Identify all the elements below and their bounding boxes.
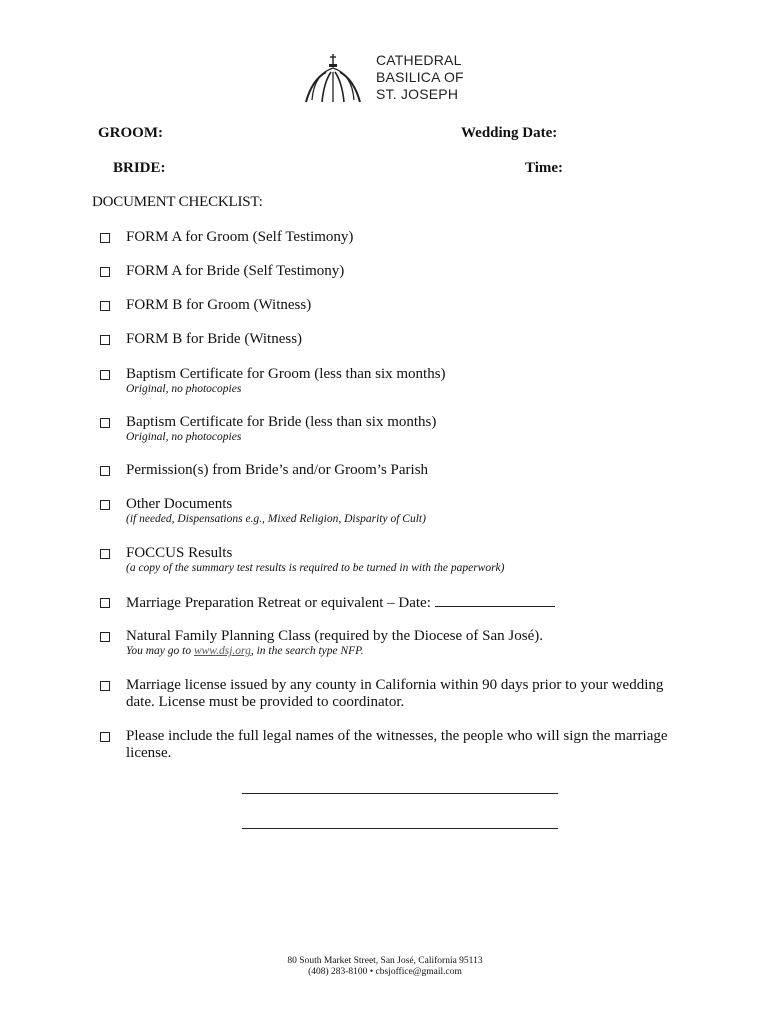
document-checklist-title: DOCUMENT CHECKLIST:: [92, 194, 263, 210]
item-note: [126, 644, 686, 658]
item-note: (if needed, Dispensations e.g., Mixed Religion, Disparity of Cult): [126, 513, 426, 525]
dome-cross-icon: [302, 52, 368, 106]
item-note: (a copy of the summary test results is required to be turned in with the paperwork): [126, 562, 505, 574]
checklist-item-baptism-bride: [100, 414, 680, 446]
checklist-item-baptism-groom: [100, 366, 680, 398]
item-note: Original, no photocopies: [126, 431, 242, 443]
checkbox[interactable]: [100, 301, 110, 311]
checkbox[interactable]: [100, 500, 110, 510]
item-note: Original, no photocopies: [126, 383, 242, 395]
checkbox[interactable]: [100, 466, 110, 476]
checklist-item-form-a-groom: [100, 229, 680, 249]
item-label: FOCCUS Results: [126, 545, 233, 561]
time-label: Time:: [525, 160, 564, 176]
item-label-row: [126, 594, 686, 612]
logo-line-3: ST. JOSEPH: [376, 86, 459, 102]
checkbox[interactable]: [100, 233, 110, 243]
footer-email: cbsjoffice@gmail.com: [375, 967, 462, 977]
item-label: Please include the full legal names of the witnesses, the people who will sign the marriage license.: [126, 728, 668, 761]
checklist-item-other-documents: [100, 496, 680, 528]
logo-line-1: CATHEDRAL: [376, 52, 462, 68]
checklist-item-form-a-bride: [100, 263, 680, 283]
checkbox[interactable]: [100, 267, 110, 277]
checkbox[interactable]: [100, 418, 110, 428]
checklist-item-marriage-license: [100, 677, 680, 713]
note-suffix: , in the search type NFP.: [250, 645, 364, 657]
witness-name-line-2[interactable]: [242, 828, 558, 829]
bride-label: BRIDE:: [113, 160, 166, 176]
checkbox[interactable]: [100, 370, 110, 380]
cathedral-logo: [302, 52, 472, 106]
retreat-date-blank[interactable]: [435, 594, 555, 607]
checklist-item-form-b-groom: [100, 297, 680, 317]
footer-separator: •: [369, 967, 374, 977]
item-label: FORM A for Bride (Self Testimony): [126, 263, 345, 279]
item-label: Marriage Preparation Retreat or equivalent – Date:: [126, 595, 431, 611]
groom-label: GROOM:: [98, 125, 163, 141]
footer-phone: (408) 283-8100: [308, 967, 368, 977]
item-label: Baptism Certificate for Bride (less than six months): [126, 414, 437, 430]
dsj-link[interactable]: www.dsj.org: [193, 645, 251, 657]
checkbox[interactable]: [100, 681, 110, 691]
checkbox[interactable]: [100, 598, 110, 608]
checklist-item-form-b-bride: [100, 331, 680, 351]
item-label: Other Documents: [126, 496, 233, 512]
checkbox[interactable]: [100, 632, 110, 642]
item-label: Marriage license issued by any county in California within 90 days prior to your wedding date. License must be provided to coordinator.: [126, 677, 664, 710]
item-label: Baptism Certificate for Groom (less than six months): [126, 366, 446, 382]
item-label: FORM B for Bride (Witness): [126, 331, 303, 347]
item-label: Natural Family Planning Class (required by the Diocese of San José).: [126, 628, 543, 644]
checkbox[interactable]: [100, 335, 110, 345]
checkbox[interactable]: [100, 732, 110, 742]
witness-name-line-1[interactable]: [242, 793, 558, 794]
checklist-item-marriage-prep-retreat: [100, 594, 680, 614]
item-label: FORM B for Groom (Witness): [126, 297, 312, 313]
note-prefix: You may go to: [126, 645, 194, 657]
logo-wordmark: [376, 52, 464, 103]
checkbox[interactable]: [100, 549, 110, 559]
checklist-item-nfp-class: [100, 628, 680, 660]
checklist-item-parish-permission: [100, 462, 680, 482]
checklist-item-witness-names: [100, 728, 680, 764]
item-label: Permission(s) from Bride’s and/or Groom’s Parish: [126, 462, 429, 478]
wedding-date-label: Wedding Date:: [461, 125, 558, 141]
logo-line-2: BASILICA OF: [376, 69, 464, 85]
item-label: FORM A for Groom (Self Testimony): [126, 229, 354, 245]
footer-contact: [0, 967, 770, 978]
footer-address: 80 South Market Street, San José, California 95113: [287, 956, 483, 966]
checklist-item-foccus-results: [100, 545, 680, 577]
